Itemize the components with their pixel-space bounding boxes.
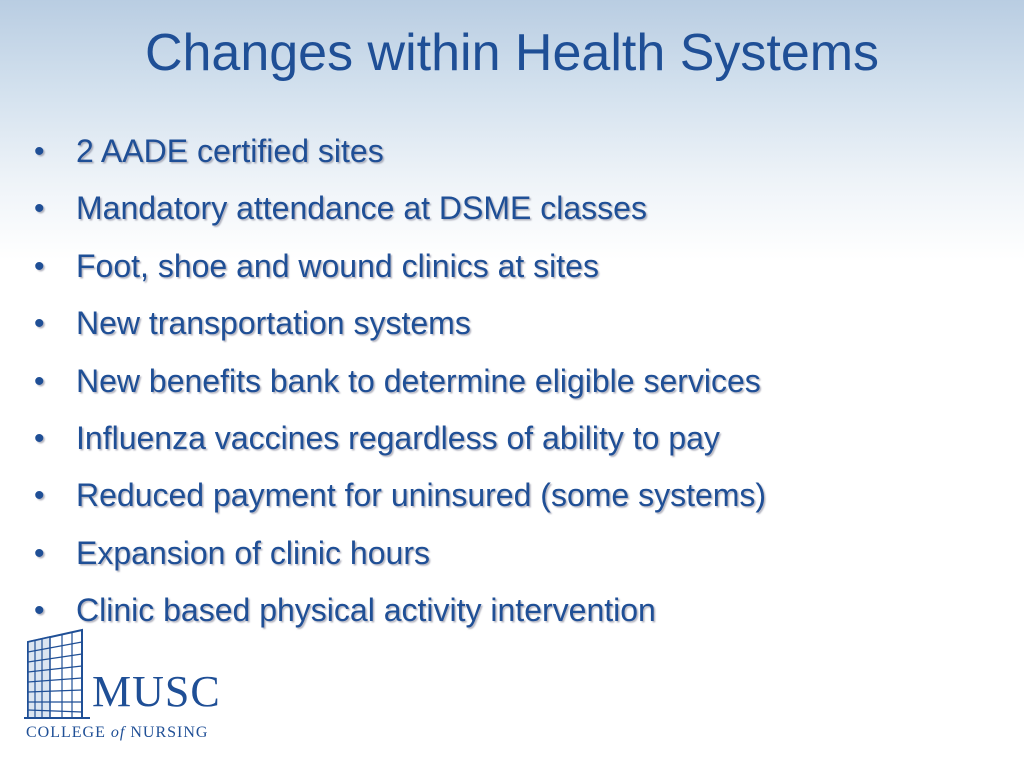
logo-name: MUSC — [92, 667, 221, 716]
bullet-dot: • — [34, 307, 45, 341]
logo-subtitle — [26, 724, 208, 742]
building-icon — [22, 628, 92, 720]
musc-logo — [22, 628, 232, 748]
bullet-text: Influenza vaccines regardless of ability to pay — [76, 419, 720, 456]
slide-title: Changes within Health Systems — [144, 24, 880, 82]
bullet-dot: • — [34, 479, 45, 513]
bullet-text: Clinic based physical activity intervention — [76, 592, 656, 629]
bullet-text: Reduced payment for uninsured (some systems) — [76, 477, 767, 514]
bullet-dot: • — [34, 192, 45, 226]
bullet-dot: • — [34, 536, 45, 570]
bullet-item — [30, 353, 766, 410]
bullet-item — [30, 295, 766, 352]
bullet-item — [30, 525, 766, 582]
bullet-item — [30, 467, 766, 524]
bullet-dot: • — [34, 135, 45, 168]
logo-sub-of: of — [110, 724, 126, 741]
bullet-text: Expansion of clinic hours — [76, 534, 430, 571]
logo-sub-college: COLLEGE — [26, 724, 111, 741]
bullet-item — [30, 238, 766, 295]
bullet-text: Foot, shoe and wound clinics at sites — [76, 247, 599, 284]
logo-sub-nursing: NURSING — [125, 724, 209, 741]
bullet-item — [30, 123, 766, 180]
bullet-text: New transportation systems — [76, 305, 471, 342]
bullet-item — [30, 180, 766, 237]
bullet-dot: • — [34, 364, 45, 398]
bullet-item — [30, 410, 766, 467]
bullet-dot: • — [34, 249, 45, 283]
bullet-text: New benefits bank to determine eligible services — [76, 362, 761, 399]
bullet-list — [30, 123, 766, 640]
bullet-dot: • — [34, 421, 45, 455]
bullet-text: Mandatory attendance at DSME classes — [76, 190, 647, 227]
bullet-text: 2 AADE certified sites — [76, 133, 384, 169]
bullet-dot: • — [34, 594, 45, 628]
